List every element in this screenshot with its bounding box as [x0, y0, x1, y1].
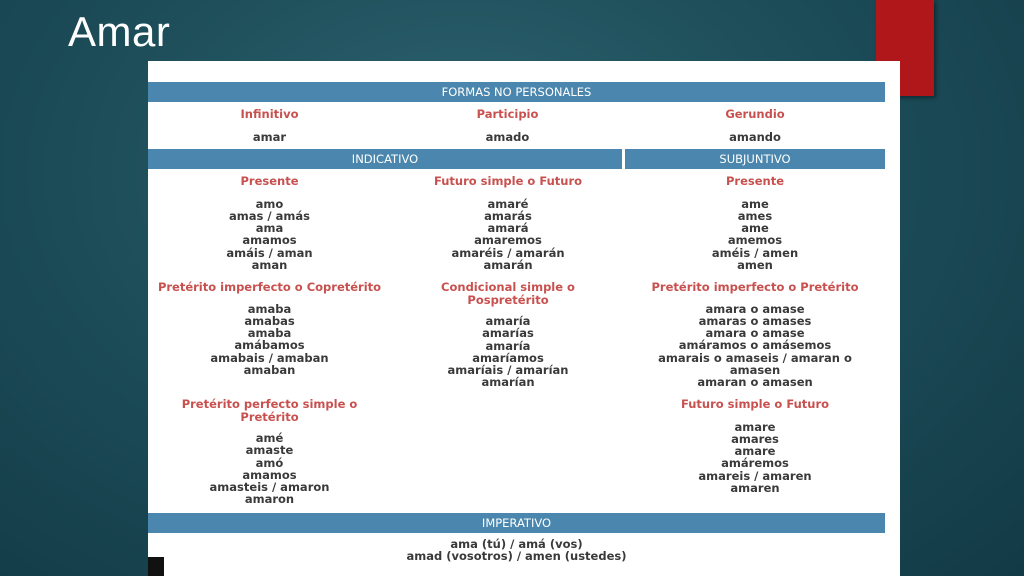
form-item: ames [737, 208, 773, 223]
gerundio-column [645, 108, 865, 143]
tense-label-continued: Pospretérito [467, 292, 549, 307]
form-item: amábamos [234, 338, 305, 353]
tense-label: Condicional simple o [441, 280, 575, 294]
indicativo-futuro [408, 175, 608, 271]
form-item: ama (tú) / amá (vos) [450, 537, 583, 551]
form-item: amara o amase [705, 326, 805, 341]
forms-list [148, 303, 391, 377]
tense-label: Pretérito imperfecto o Pretérito [651, 280, 859, 294]
form-item: ame [741, 196, 769, 211]
form-item: amarían [481, 375, 535, 390]
form-item: amas / amás [229, 208, 310, 223]
corner-mark [148, 557, 164, 576]
form-item: amaba [247, 301, 292, 316]
forms-list [148, 198, 391, 272]
form-item: amaste [245, 443, 294, 458]
form-item: améis / amen [711, 245, 799, 260]
indicativo-header: INDICATIVO [148, 149, 622, 169]
infinitivo-value: amar [252, 129, 287, 144]
forms-list [625, 421, 885, 495]
tense-label-continued: Pretérito [240, 409, 299, 424]
form-item: amamos [242, 467, 297, 482]
forms-list [625, 198, 885, 272]
form-item: amaras o amases [698, 313, 812, 328]
tense-label: Pretérito perfecto simple o [181, 397, 358, 411]
gerundio-label: Gerundio [725, 107, 785, 121]
form-item: amen [737, 257, 773, 272]
form-item: amáremos [721, 456, 789, 471]
form-item: amo [255, 196, 284, 211]
form-item: amaría [485, 338, 531, 353]
form-item: amabas [244, 313, 295, 328]
tense-label: Presente [240, 174, 299, 188]
tense-label: Presente [725, 174, 785, 188]
form-item: amaren [730, 480, 780, 495]
form-item: amé [255, 431, 284, 445]
participio-value: amado [485, 129, 530, 144]
form-item: amasteis / amaron [209, 480, 330, 495]
form-item: amareis / amaren [698, 468, 812, 483]
imperativo-header: IMPERATIVO [148, 513, 885, 533]
form-item: amó [255, 455, 284, 470]
gerundio-value: amando [729, 129, 781, 144]
form-item: amáis / aman [226, 245, 313, 260]
conjugation-table [148, 61, 900, 576]
indicativo-imperfecto [148, 281, 391, 376]
form-item: amaban [243, 362, 296, 377]
form-item: amares [731, 431, 779, 446]
subjuntivo-header: SUBJUNTIVO [625, 149, 885, 169]
form-item: amaremos [474, 233, 542, 248]
imperativo-forms [148, 538, 885, 563]
form-item: amara o amase [705, 301, 805, 316]
form-item: amabais / amaban [210, 350, 329, 365]
form-item: amare [734, 444, 776, 459]
form-item: amaría [485, 314, 531, 328]
form-item: amará [487, 221, 529, 236]
subjuntivo-presente [625, 175, 885, 271]
form-item: amaré [487, 196, 529, 211]
infinitivo-column [162, 108, 377, 143]
tense-label: Pretérito imperfecto o Copretérito [157, 280, 382, 294]
form-item: amarais o amaseis / amaran o [658, 350, 852, 365]
form-item: ama [255, 221, 284, 236]
participio-label: Participio [476, 107, 539, 121]
form-item: amáramos o amásemos [678, 338, 832, 353]
form-item: amad (vosotros) / amen (ustedes) [406, 549, 627, 564]
tense-label: Futuro simple o Futuro [433, 174, 583, 188]
form-item: amarás [484, 208, 532, 223]
form-item: amaríais / amarían [447, 363, 569, 378]
forms-list [625, 303, 885, 389]
form-item: amaron [244, 492, 295, 507]
forms-list [408, 315, 608, 389]
forms-list [148, 432, 391, 506]
formas-no-personales-header: FORMAS NO PERSONALES [148, 82, 885, 102]
participio-column [400, 108, 615, 143]
form-item: amaríamos [472, 350, 544, 365]
forms-list [148, 538, 885, 563]
form-item: aman [251, 257, 288, 272]
form-item: ame [741, 221, 769, 236]
form-item: amarán [483, 257, 533, 272]
slide-title: Amar [68, 8, 171, 55]
form-item: amaréis / amarán [451, 245, 565, 260]
form-item: amaba [247, 326, 292, 341]
form-item: amamos [242, 233, 297, 248]
form-item: amaran o amasen [697, 375, 813, 390]
indicativo-condicional [408, 281, 608, 389]
indicativo-presente [148, 175, 391, 271]
subjuntivo-imperfecto [625, 281, 885, 389]
infinitivo-label: Infinitivo [240, 107, 299, 121]
subjuntivo-futuro [625, 398, 885, 494]
form-item: amarías [482, 326, 534, 341]
form-item: amemos [727, 233, 783, 248]
indicativo-perfecto-simple [148, 398, 391, 506]
forms-list [408, 198, 608, 272]
form-item: amasen [729, 362, 781, 377]
form-item: amare [734, 419, 776, 434]
tense-label: Futuro simple o Futuro [680, 397, 830, 411]
